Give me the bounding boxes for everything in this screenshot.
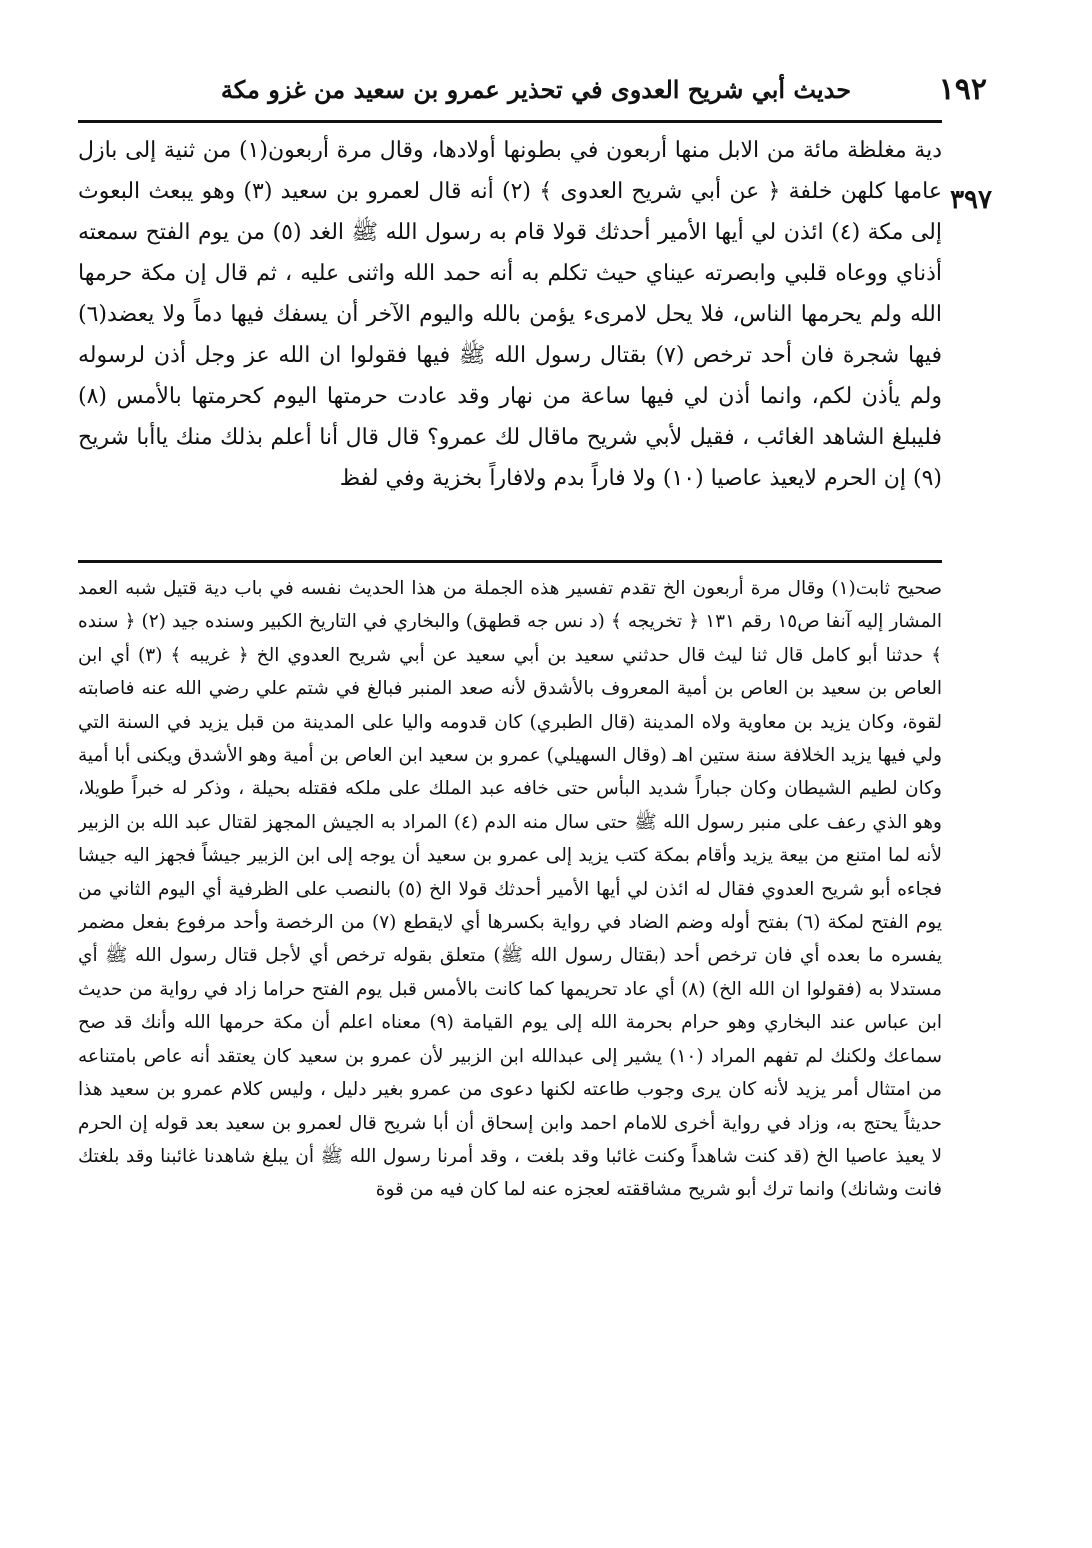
running-title: حديث أبي شريح العدوى في تحذير عمرو بن سعيد من غزو مكة xyxy=(220,75,852,104)
hadith-text: دية مغلظة مائة من الابل منها أربعون في بطونها أولادها، وقال مرة أربعون(١) من ثنية إلى بازل عامها كلهن خلفة ﴿ عن أبي شريح العدوى ﴾ (٢) أنه قال لعمرو بن سعيد (٣) وهو يبعث البعوث إلى مكة (٤) ائذن لي أيها الأمير أحدثك قولا قام به رسول الله ﷺ الغد (٥) من يوم الفتح سمعته أذناي ووعاه قلبي وابصرته عيناي حيث تكلم به أنه حمد الله واثنى عليه ، ثم قال إن مكة حرمها الله ولم يحرمها الناس، فلا يحل لامرىء يؤمن بالله واليوم الآخر أن يسفك فيها دماً ولا يعضد(٦) فيها شجرة فان أحد ترخص (٧) بقتال رسول الله ﷺ فيها فقولوا ان الله عز وجل أذن لرسوله ولم يأذن لكم، وانما أذن لي فيها ساعة من نهار وقد عادت حرمتها اليوم كحرمتها بالأمس (٨) فليبلغ الشاهد الغائب ، فقيل لأبي شريح ماقال لك عمرو؟ قال قال أنا أعلم بذلك منك ياأبا شريح (٩) إن الحرم لايعيذ عاصيا (١٠) ولا فاراً بدم ولافاراً بخزية وفي لفظ xyxy=(78,138,942,491)
main-text-block xyxy=(78,130,942,550)
page-number: ١٩٢ xyxy=(938,72,987,107)
footnote-divider xyxy=(78,560,942,563)
footnotes-block xyxy=(78,572,942,1472)
footnotes-text: صحيح ثابت(١) وقال مرة أربعون الخ تقدم تفسير هذه الجملة من هذا الحديث نفسه في باب دية قتيل شبه العمد المشار إليه آنفا ص١٥ رقم ١٣١ ﴿ تخريجه ﴾ (د نس جه قطهق) والبخاري في التاريخ الكبير وسنده جيد (٢) ﴿ سنده ﴾ حدثنا أبو كامل قال ثنا ليث قال حدثني سعيد بن أبي سعيد عن أبي شريح العدوي الخ ﴿ غريبه ﴾ (٣) أي ابن العاص بن سعيد بن العاص بن أمية المعروف بالأشدق لأنه صعد المنبر فبالغ في شتم علي رضي الله عنه فاصابته لقوة، وكان يزيد بن معاوية ولاه المدينة (قال الطبري) كان قدومه واليا على المدينة من قبل يزيد في السنة التي ولي فيها يزيد الخلافة سنة ستين اهـ (وقال السهيلي) عمرو بن سعيد ابن العاص بن أمية وهو الأشدق ويكنى أبا أمية وكان لطيم الشيطان وكان جباراً شديد البأس حتى خافه عبد الملك على ملكه فقتله بحيلة ، وذكر له خبراً طويلا، وهو الذي رعف على منبر رسول الله ﷺ حتى سال منه الدم (٤) المراد به الجيش المجهز لقتال عبد الله بن الزبير لأنه لما امتنع من بيعة يزيد وأقام بمكة كتب يزيد إلى عمرو بن سعيد أن يوجه إلى ابن الزبير جيشاً فجهز اليه جيشا فجاءه أبو شريح العدوي فقال له ائذن لي أيها الأمير أحدثك قولا الخ (٥) بالنصب على الظرفية أي اليوم الثاني من يوم الفتح لمكة (٦) بفتح أوله وضم الضاد في رواية بكسرها أي لايقطع (٧) من الرخصة وأحد مرفوع بفعل مضمر يفسره ما بعده أي فان ترخص أحد (بقتال رسول الله ﷺ) متعلق بقوله ترخص أي لأجل قتال رسول الله ﷺ أي مستدلا به (فقولوا ان الله الخ) (٨) أي عاد تحريمها كما كانت بالأمس قبل يوم الفتح حراما زاد في رواية من حديث ابن عباس عند البخاري وهو حرام بحرمة الله إلى يوم القيامة (٩) معناه اعلم أن مكة حرمها الله وأنك قد صح سماعك ولكنك لم تفهم المراد (١٠) يشير إلى عبدالله ابن الزبير لأن عمرو بن سعيد كان يعتقد أنه عاص بامتناعه من امتثال أمر يزيد لأنه كان يرى وجوب طاعته لكنها دعوى من عمرو بغير دليل ، وليس كلام عمرو بن سعيد هذا حديثاً يحتج به، وزاد في رواية أخرى للامام احمد وابن إسحاق أن أبا شريح قال لعمرو بن سعيد بعد قوله إن الحرم لا يعيذ عاصيا الخ (قد كنت شاهداً وكنت غائبا وقد بلغت ، وقد أمرنا رسول الله ﷺ أن يبلغ شاهدنا غائبنا وقد بلغتك فانت وشانك) وانما ترك أبو شريح مشاققته لعجزه عنه لما كان فيه من قوة xyxy=(78,578,942,1201)
hadith-number: ٣٩٧ xyxy=(950,185,992,215)
header-divider xyxy=(78,120,942,123)
